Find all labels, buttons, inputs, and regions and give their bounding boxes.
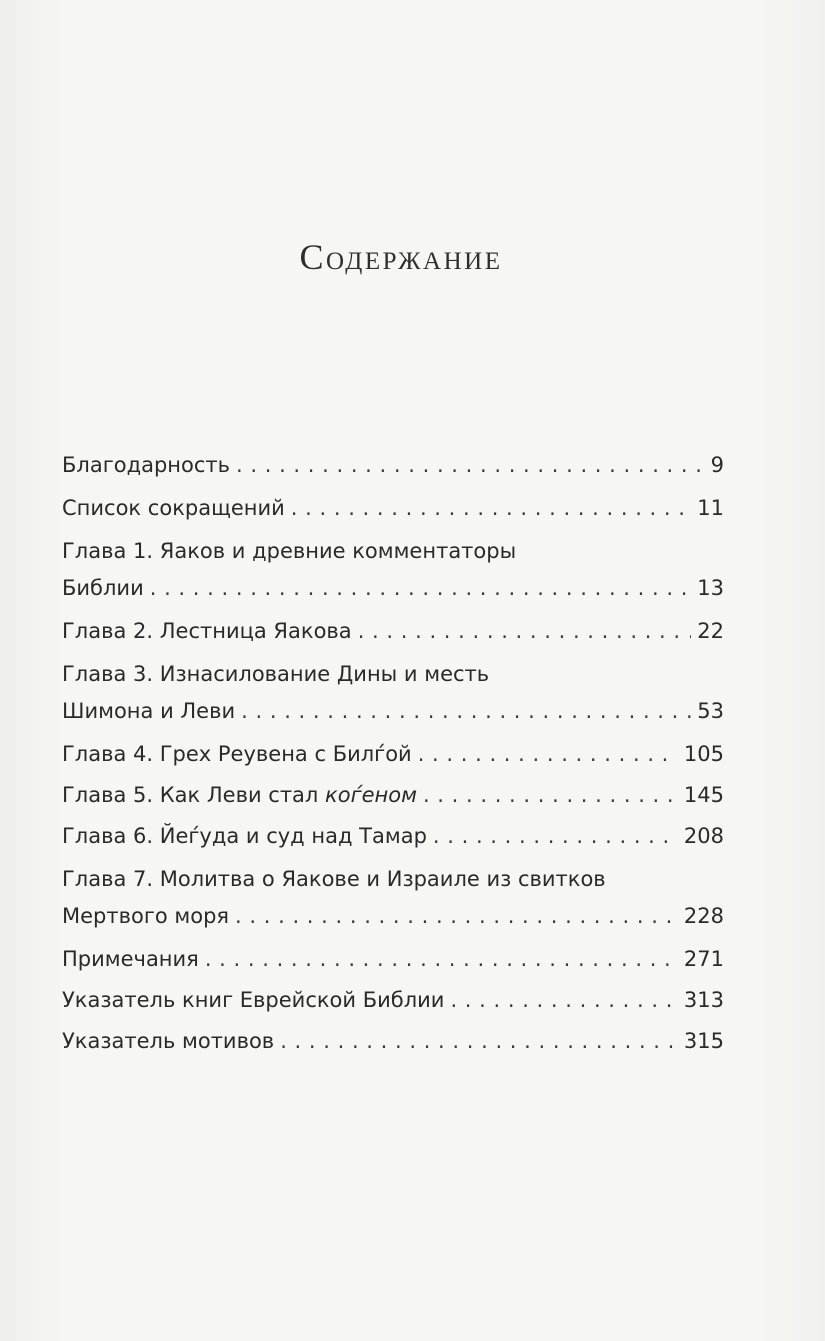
toc-page-number: 9 <box>710 453 724 477</box>
dot-leader <box>235 898 678 935</box>
toc-line <box>62 693 724 730</box>
toc-entry-title: Указатель мотивов <box>62 1029 275 1053</box>
toc-entry-title-line2: Библии <box>62 576 144 600</box>
toc-page-number: 13 <box>697 576 724 600</box>
toc-entry-title: Благодарность <box>62 453 231 477</box>
toc-page-number: 11 <box>697 496 724 520</box>
toc-entry-title: Примечания <box>62 947 199 971</box>
dot-leader <box>450 982 677 1019</box>
toc-entry-motif-index <box>62 1023 724 1060</box>
toc-entry-chapter-2 <box>62 613 724 650</box>
toc-entry-title-line1: Глава 3. Изнасилование Дины и месть <box>62 662 490 686</box>
toc-entry-title-line1: Глава 7. Молитва о Яакове и Израиле из свитков <box>62 867 606 891</box>
toc-page-number: 228 <box>683 904 724 928</box>
dot-leader <box>358 613 692 650</box>
dot-leader <box>205 941 678 978</box>
dot-leader <box>291 490 691 527</box>
toc-entry-notes <box>62 941 724 978</box>
toc-page-number: 22 <box>697 619 724 643</box>
toc-entry-title-line2: Мертвого моря <box>62 904 230 928</box>
toc-entry-title-line1: Глава 1. Яаков и древние комментаторы <box>62 539 517 563</box>
toc-entry-chapter-1 <box>62 533 724 607</box>
toc-entry-chapter-5 <box>62 777 724 814</box>
toc-line <box>62 898 724 935</box>
toc-entry-title: Указатель книг Еврейской Библии <box>62 988 445 1012</box>
toc-entry-title: Глава 4. Грех Реувена с Билѓой <box>62 742 412 766</box>
toc-page-number: 315 <box>683 1029 724 1053</box>
table-of-contents <box>62 447 724 1064</box>
toc-entry-title-italic: коѓеном <box>325 783 417 807</box>
toc-line <box>62 490 724 527</box>
toc-entry-acknowledgements <box>62 447 724 484</box>
toc-page-number: 105 <box>683 742 724 766</box>
dot-leader <box>280 1023 678 1060</box>
dot-leader <box>423 777 678 814</box>
toc-entry-chapter-6 <box>62 818 724 855</box>
dot-leader <box>241 693 691 730</box>
toc-line <box>62 777 724 814</box>
dot-leader <box>418 736 678 773</box>
toc-line <box>62 447 724 484</box>
toc-entry-abbreviations <box>62 490 724 527</box>
toc-page-number: 271 <box>683 947 724 971</box>
toc-line <box>62 613 724 650</box>
toc-entry-chapter-3 <box>62 656 724 730</box>
toc-page-number: 208 <box>683 824 724 848</box>
dot-leader <box>236 447 705 484</box>
toc-page-number: 53 <box>697 699 724 723</box>
toc-entry-title: Глава 2. Лестница Яакова <box>62 619 352 643</box>
dot-leader <box>433 818 678 855</box>
toc-line <box>62 570 724 607</box>
toc-entry-title: Глава 6. Йеѓуда и суд над Тамар <box>62 824 427 848</box>
toc-line <box>62 818 724 855</box>
toc-entry-title: Список сокращений <box>62 496 285 520</box>
toc-line <box>62 982 724 1019</box>
toc-line <box>62 1023 724 1060</box>
toc-entry-chapter-4 <box>62 736 724 773</box>
toc-entry-title <box>62 777 417 814</box>
toc-entry-chapter-7 <box>62 861 724 935</box>
toc-line <box>62 736 724 773</box>
page-title: Содержание <box>299 237 503 277</box>
toc-page-number: 313 <box>683 988 724 1012</box>
toc-entry-title-line2: Шимона и Леви <box>62 699 236 723</box>
toc-line <box>62 941 724 978</box>
dot-leader <box>150 570 692 607</box>
toc-page-number: 145 <box>683 783 724 807</box>
toc-entry-title-plain: Глава 5. Как Леви стал <box>62 783 326 807</box>
toc-entry-bible-index <box>62 982 724 1019</box>
